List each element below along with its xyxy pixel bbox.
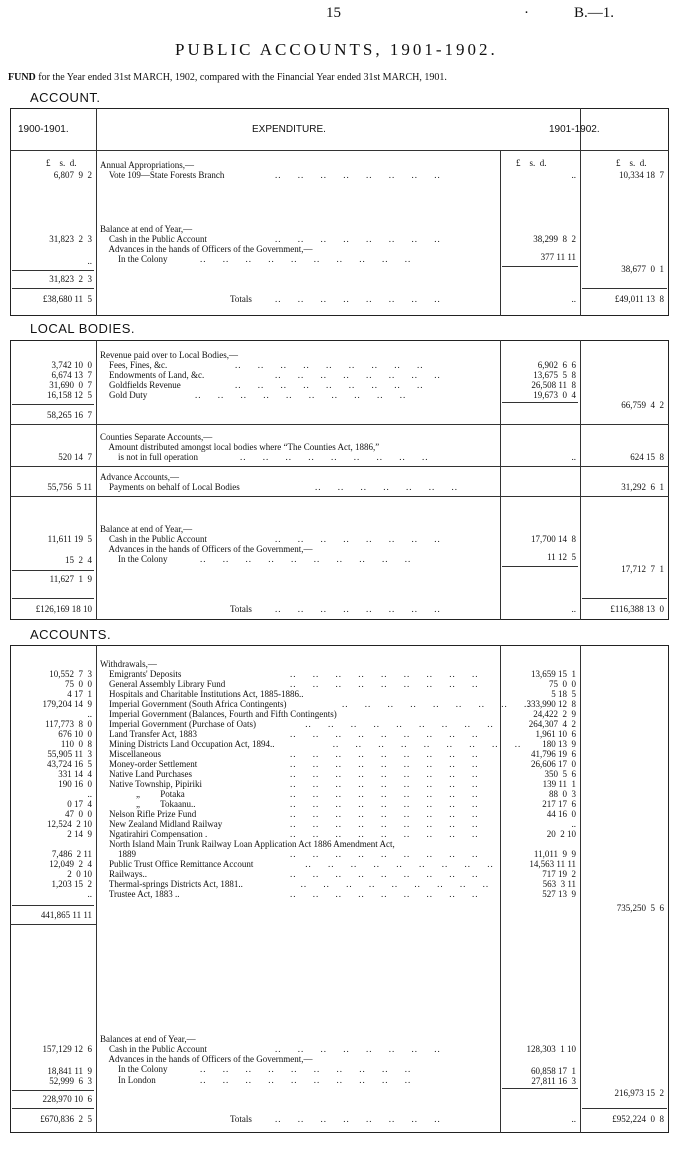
amount-current: 6,902 6 6 — [537, 360, 576, 370]
line-label: In the Colony — [100, 1064, 168, 1074]
fund-description: for the Year ended 31st MARCH, 1902, compared with the Financial Year ended 31st MARCH, 1901. — [38, 72, 447, 83]
amount-prev: 2 0 10 — [67, 869, 92, 879]
total-prev: £38,680 11 5 — [42, 294, 92, 304]
total-prev: £126,169 18 10 — [35, 604, 92, 614]
line-label: Balance at end of Year,— — [100, 224, 193, 234]
amount-current: 26,606 17 0 — [531, 759, 576, 769]
group-title: Advance Accounts,— — [100, 472, 179, 482]
line-label: Public Trust Office Remittance Account — [100, 859, 254, 869]
amount-current: 527 13 9 — [542, 889, 576, 899]
amount-current: 1,961 10 6 — [535, 729, 576, 739]
line-label: Advances in the hands of Officers of the Government,— — [100, 1054, 313, 1064]
group-title: Revenue paid over to Local Bodies,— — [100, 350, 238, 360]
line-label: is not in full operation — [100, 452, 198, 462]
group-title: Balances at end of Year,— — [100, 1034, 196, 1044]
line-label: Railways.. — [100, 869, 147, 879]
amount-current: 14,563 11 11 — [529, 859, 576, 869]
line-label: Cash in the Public Account — [100, 1044, 207, 1054]
amount-total: 624 15 8 — [630, 452, 664, 462]
line-label: Imperial Government (South Africa Contingents) — [100, 699, 287, 709]
amount-prev: 190 16 0 — [58, 779, 92, 789]
amount-current: 717 19 2 — [542, 869, 576, 879]
subtotal-current: 38,677 0 1 — [621, 264, 664, 274]
amount-prev: 2 14 9 — [67, 829, 92, 839]
subtotal-current: 17,712 7 1 — [621, 564, 664, 574]
amount-current: 24,422 2 9 — [533, 709, 576, 719]
total-prev: £670,836 2 5 — [40, 1114, 92, 1124]
amount-prev: .. — [87, 789, 92, 799]
amount-current: 11,011 9 9 — [533, 849, 576, 859]
amount-prev: 16,158 12 5 — [47, 390, 92, 400]
line-label: Emigrants' Deposits — [100, 669, 182, 679]
line-label: General Assembly Library Fund — [100, 679, 226, 689]
amount-prev: 179,204 14 9 — [42, 699, 92, 709]
amount-current: 88 0 3 — [549, 789, 576, 799]
amount-prev: 7,486 2 11 — [51, 849, 92, 859]
amount-prev: 31,823 2 3 — [49, 234, 92, 244]
group-title: Balance at end of Year,— — [100, 524, 193, 534]
line-label: Cash in the Public Account — [100, 534, 207, 544]
line-label: Amount distributed amongst local bodies where “The Counties Act, 1886,” — [100, 442, 380, 452]
section-heading-account: ACCOUNT. — [30, 90, 101, 105]
subtotal-current: 735,250 5 6 — [616, 903, 664, 913]
line-label: „ Potaka — [100, 789, 185, 799]
amount-prev: 75 0 0 — [65, 679, 92, 689]
amount-prev: 676 10 0 — [58, 729, 92, 739]
amount-total: 31,292 6 1 — [621, 482, 664, 492]
page-number: 15 — [326, 5, 341, 21]
amount-current: .. — [571, 170, 576, 180]
line-label: Advances in the hands of Officers of the Government,— — [100, 544, 313, 554]
amount-current: 350 5 6 — [544, 769, 576, 779]
line-label: Trustee Act, 1883 .. — [100, 889, 180, 899]
amount-current: 13,675 5 8 — [533, 370, 576, 380]
amount-prev: 11,611 19 5 — [47, 534, 92, 544]
amount-current: 333,990 12 8 — [526, 699, 576, 709]
amount-prev: 18,841 11 9 — [47, 1066, 92, 1076]
amount-current: .. — [571, 452, 576, 462]
account-table — [10, 108, 669, 316]
total-current: £952,224 0 8 — [612, 1114, 664, 1124]
amount-prev: 31,690 0 7 — [49, 380, 92, 390]
amount-prev: 117,773 8 0 — [45, 719, 92, 729]
unit-label: £ s. d. — [46, 158, 77, 168]
totals-label: Totals — [230, 294, 252, 304]
amount-current: 217 17 6 — [542, 799, 576, 809]
line-label: Endowments of Land, &c. — [100, 370, 205, 380]
page-title: PUBLIC ACCOUNTS, 1901-1902. — [175, 40, 498, 59]
amount-prev: 55,756 5 11 — [47, 482, 92, 492]
amount-current: 38,299 8 2 — [533, 234, 576, 244]
totals-label: Totals — [230, 604, 252, 614]
amount-current: 19,673 0 4 — [533, 390, 576, 400]
amount-prev: 15 2 4 — [65, 555, 92, 565]
amount-prev: 10,552 7 3 — [49, 669, 92, 679]
amount-prev: 3,742 10 0 — [51, 360, 92, 370]
amount-current: 20 2 10 — [546, 829, 576, 839]
line-label: Ngatirahiri Compensation . — [100, 829, 208, 839]
unit-label: £ s. d. — [616, 158, 647, 168]
line-label: Payments on behalf of Local Bodies — [100, 482, 240, 492]
amount-current: 264,307 4 2 — [528, 719, 576, 729]
group-title: Counties Separate Accounts,— — [100, 432, 213, 442]
line-label: „ Tokaanu.. — [100, 799, 196, 809]
amount-prev: 0 17 4 — [67, 799, 92, 809]
amount-current: 17,700 14 8 — [531, 534, 576, 544]
amount-prev: 55,905 11 3 — [47, 749, 92, 759]
group-title: Withdrawals,— — [100, 659, 157, 669]
line-label: Mining Districts Land Occupation Act, 1894.. — [100, 739, 275, 749]
total-current-col1: .. — [571, 1114, 576, 1124]
line-label: Nelson Rifle Prize Fund — [100, 809, 197, 819]
amount-prev: 43,724 16 5 — [47, 759, 92, 769]
amount-current: 60,858 17 1 — [531, 1066, 576, 1076]
line-label: In the Colony — [100, 254, 168, 264]
line-label: Native Land Purchases — [100, 769, 192, 779]
subtotal-current: 216,973 15 2 — [614, 1088, 664, 1098]
line-label: Cash in the Public Account — [100, 234, 207, 244]
amount-current: 563 3 11 — [542, 879, 576, 889]
line-label: Hospitals and Charitable Institutions Act, 1885-1886.. — [100, 689, 304, 699]
dot-mark: · — [524, 5, 529, 21]
line-label: Goldfields Revenue — [100, 380, 181, 390]
subtotal-prev: 11,627 1 9 — [49, 574, 92, 584]
fund-word: FUND — [8, 72, 36, 83]
amount-current: 41,796 19 6 — [531, 749, 576, 759]
amount-prev: 47 0 0 — [65, 809, 92, 819]
line-label: In London — [100, 1075, 156, 1085]
amount-current: 139 11 1 — [542, 779, 576, 789]
line-label: New Zealand Midland Railway — [100, 819, 223, 829]
line-label: Native Township, Pipiriki — [100, 779, 202, 789]
amount-prev: .. — [87, 256, 92, 266]
amount-prev: 520 14 7 — [58, 452, 92, 462]
line-label: Money-order Settlement — [100, 759, 198, 769]
amount-current: 128,303 1 10 — [526, 1044, 576, 1054]
col-head-expenditure: EXPENDITURE. — [252, 124, 326, 135]
amount-prev: 1,203 15 2 — [51, 879, 92, 889]
total-current: £116,388 13 0 — [610, 604, 664, 614]
amount-prev: 4 17 1 — [67, 689, 92, 699]
amount-current: .. — [571, 819, 576, 829]
amount-prev: 110 0 8 — [60, 739, 92, 749]
amount-prev: .. — [87, 889, 92, 899]
amount-prev: 331 14 4 — [58, 769, 92, 779]
subtotal-prev: 58,265 16 7 — [47, 410, 92, 420]
col-head-prev-year: 1900-1901. — [18, 124, 69, 135]
totals-label: Totals — [230, 1114, 252, 1124]
amount-current: 11 12 5 — [547, 552, 576, 562]
line-label: Miscellaneous — [100, 749, 161, 759]
section-heading-local-bodies: LOCAL BODIES. — [30, 321, 135, 336]
amount-total: 10,334 18 7 — [619, 170, 664, 180]
document-reference: B.—1. — [574, 5, 615, 21]
amount-prev: 52,999 6 3 — [49, 1076, 92, 1086]
amount-prev: .. — [87, 709, 92, 719]
amount-current: 377 11 11 — [540, 252, 576, 262]
line-label: In the Colony — [100, 554, 168, 564]
amount-current: 44 16 0 — [546, 809, 576, 819]
subtotal-prev: 228,970 10 6 — [42, 1094, 92, 1104]
amount-current: 75 0 0 — [549, 679, 576, 689]
amount-current: 180 13 9 — [542, 739, 576, 749]
unit-label: £ s. d. — [516, 158, 547, 168]
section-heading-accounts: ACCOUNTS. — [30, 627, 112, 642]
line-label: Annual Appropriations,— — [100, 160, 194, 170]
subtotal-current: 66,759 4 2 — [621, 400, 664, 410]
amount-current: 13,659 15 1 — [531, 669, 576, 679]
line-label: North Island Main Trunk Railway Loan Application Act 1886 Amendment Act, — [100, 839, 395, 849]
amount-current: 26,508 11 8 — [531, 380, 576, 390]
line-label: Fees, Fines, &c. — [100, 360, 168, 370]
total-current-col1: .. — [571, 294, 576, 304]
amount-current: 27,811 16 3 — [531, 1076, 576, 1086]
amount-prev: 12,524 2 10 — [47, 819, 92, 829]
line-label: Gold Duty — [100, 390, 148, 400]
line-label: Vote 109—State Forests Branch — [100, 170, 225, 180]
line-label: Advances in the hands of Officers of the Government,— — [100, 244, 313, 254]
total-current-col1: .. — [571, 604, 576, 614]
line-label: Thermal-springs Districts Act, 1881.. — [100, 879, 243, 889]
amount-prev: 157,129 12 6 — [42, 1044, 92, 1054]
amount-prev: 6,807 9 2 — [53, 170, 92, 180]
amount-prev: 6,674 13 7 — [51, 370, 92, 380]
amount-prev: 12,049 2 4 — [49, 859, 92, 869]
col-head-current-year: 1901-1902. — [549, 124, 600, 135]
amount-current: 5 18 5 — [551, 689, 576, 699]
subtotal-prev: 31,823 2 3 — [49, 274, 92, 284]
subtotal-prev: 441,865 11 11 — [40, 910, 92, 920]
line-label: Imperial Government (Balances, Fourth and Fifth Contingents) — [100, 709, 337, 719]
line-label: 1889 — [100, 849, 136, 859]
line-label: Land Transfer Act, 1883 — [100, 729, 197, 739]
fund-caption — [8, 72, 447, 83]
line-label: Imperial Government (Purchase of Oats) — [100, 719, 256, 729]
total-current: £49,011 13 8 — [614, 294, 664, 304]
